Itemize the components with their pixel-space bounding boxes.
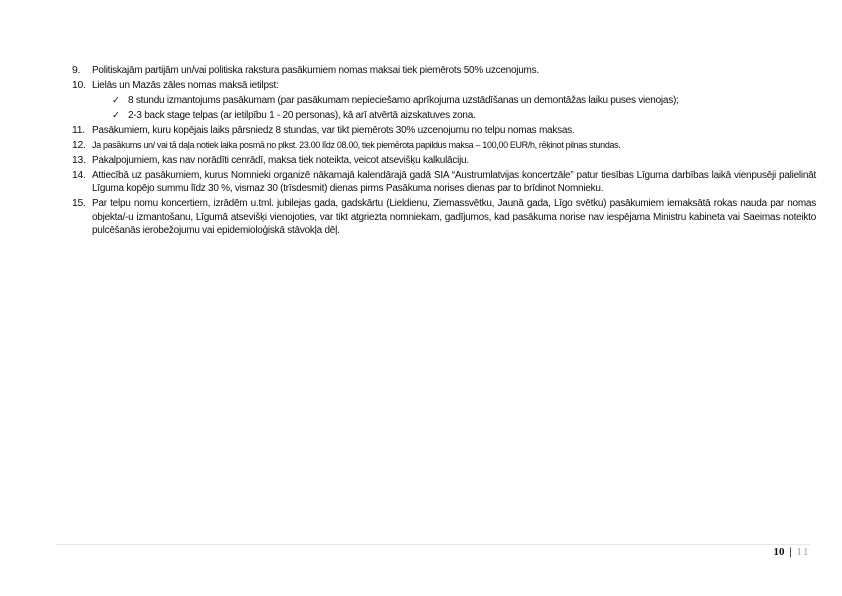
list-item-text: Par telpu nomu koncertiem, izrādēm u.tml. jubilejas gada, gadskārtu (Lieldienu, Ziemassvētku, Jaunā gada, Līgo svētku) pasākumiem iemaksātā rokas nauda par nomas objekta/-u izmantošanu, Līgumā atsevišķi vienojoties, var tikt atgriezta nomniekam, gadījumos, kad pasākuma norise nav iespējama Ministru kabineta vai Saeimas noteikto pulcēšanās ierobežojumu vai epidemioloģiskā stāvokļa dēļ. (92, 198, 816, 237)
list-item-text: Politiskajām partijām un/vai politiska rakstura pasākumiem nomas maksai tiek piemērots 50% uzcenojums. (92, 65, 539, 76)
list-item-text: Pakalpojumiem, kas nav norādīti cenrādī, maksa tiek noteikta, veicot atsevišķu kalkulāciju. (92, 155, 469, 166)
sublist (72, 94, 816, 122)
list-item-text: Pasākumiem, kuru kopējais laiks pārsniedz 8 stundas, var tikt piemērots 30% uzcenojumu no telpu nomas maksas. (92, 125, 575, 136)
checkmark-icon: ✓ (112, 110, 120, 121)
checkmark-icon: ✓ (112, 95, 120, 106)
list-item-14 (72, 169, 816, 196)
list-item-10 (72, 79, 816, 92)
list-number: 15. (72, 198, 86, 210)
page-number (773, 546, 810, 558)
list-number: 11. (72, 125, 85, 136)
list-item-15 (72, 197, 816, 237)
page-total: 11 (796, 546, 810, 558)
list-item-9 (72, 64, 816, 77)
sublist-item (112, 94, 816, 107)
list-number: 10. (72, 80, 86, 91)
document-body (72, 64, 816, 239)
list-number: 9. (72, 65, 81, 76)
list-item-12 (72, 139, 816, 152)
list-item-text: Ja pasākums un/ vai tā daļa notiek laika posmā no plkst. 23.00 līdz 08.00, tiek piemērota papildus maksa – 100,00 EUR/h, rēķinot pilnas stundas. (92, 140, 621, 150)
list-number: 12. (72, 140, 86, 151)
sublist-item-text: 8 stundu izmantojums pasākumam (par pasākumam nepieciešamo aprīkojuma uzstādīšanas un demontāžas laiku puses vienojas); (128, 95, 679, 106)
sublist-item-text: 2-3 back stage telpas (ar ietilpību 1 - 20 personas), kā arī atvērtā aizskatuves zona. (128, 110, 476, 121)
page-separator: | (789, 546, 792, 558)
list-item-text: Lielās un Mazās zāles nomas maksā ietilpst: (92, 80, 279, 91)
footer-divider (56, 544, 810, 545)
list-item-13 (72, 154, 816, 167)
list-item-11 (72, 124, 816, 137)
list-number: 13. (72, 155, 86, 166)
list-number: 14. (72, 170, 86, 181)
list-item-text: Attiecībā uz pasākumiem, kurus Nomnieki organizē nākamajā kalendārajā gadā SIA “Austrumlatvijas koncertzāle” patur tiesības Līguma darbības laikā vienpusēji palielināt Līguma kopējo summu līdz 30 %, vismaz 30 (trīsdesmit) dienas pirms Pasākuma norises dienas par to brīdinot Nomnieku. (92, 170, 816, 195)
page-current: 10 (773, 546, 785, 558)
sublist-item (112, 109, 816, 122)
